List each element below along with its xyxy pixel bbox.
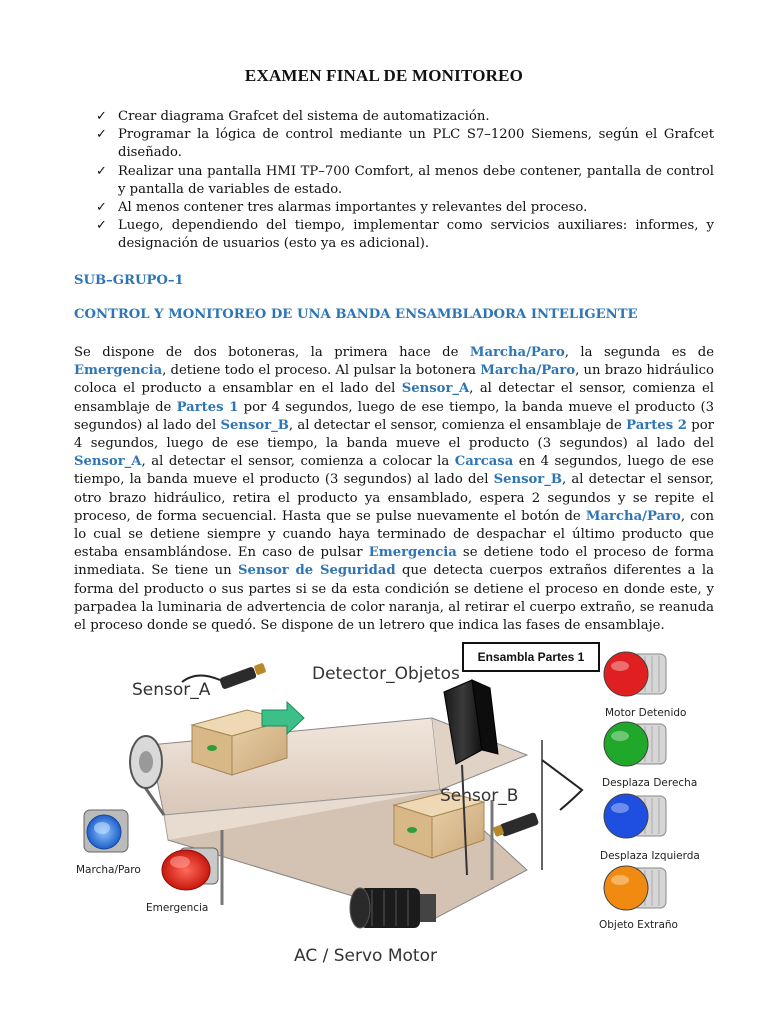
indicator-lamp-icon [604, 722, 666, 766]
phase-display-sign: Ensambla Partes 1 [462, 642, 600, 672]
highlighted-term: Sensor_B [493, 472, 562, 488]
sensor-b-label: Sensor_B [440, 786, 519, 806]
requirement-item: ✓ Crear diagrama Grafcet del sistema de automatización. [96, 108, 714, 126]
paragraph-text: , al detectar el sensor, otro brazo hidráulico, retira el producto ya ensamblado, espera 2 segundos y se repite el proceso, de forma secuencial. Hasta que se pulse nuevamente el botón de [74, 472, 714, 524]
indicator-lamp-icon [604, 652, 666, 696]
indicator-lamp-icon [604, 794, 666, 838]
motor-label: AC / Servo Motor [294, 946, 437, 966]
lamp-label-desplaza-izquierda: Desplaza Izquierda [600, 850, 700, 862]
requirement-item: ✓ Al menos contener tres alarmas importantes y relevantes del proceso. [96, 199, 714, 217]
paragraph-text: en 4 segundos, luego de ese tiempo, la banda mueve el producto (3 segundos) al lado del [74, 454, 714, 488]
indicator-lamp-icon [604, 866, 666, 910]
document-title: EXAMEN FINAL DE MONITOREO [244, 66, 524, 85]
marcha-paro-label: Marcha/Paro [76, 864, 141, 876]
paragraph-text: , detiene todo el proceso. Al pulsar la botonera [162, 363, 481, 379]
paragraph-text: que detecta cuerpos extraños diferentes a la forma del producto o sus partes si se da esta condición se detiene el proceso en donde este, y parpadea la luminaria de advertencia de color naranja, al retirar el cuerpo extraño, se reanuda el proceso donde se quedó. Se dispone de un letrero que indica las fases de ensamblaje. [74, 563, 714, 634]
highlighted-term: Marcha/Paro [469, 345, 565, 360]
lamp-label-desplaza-derecha: Desplaza Derecha [602, 777, 698, 789]
paragraph-text: , al detectar el sensor, comienza el ensamblaje de [74, 381, 714, 415]
highlighted-term: Sensor_B [220, 417, 289, 433]
sensor-a-label: Sensor_A [132, 680, 211, 700]
emergencia-label: Emergencia [146, 902, 209, 914]
paragraph-text: , con lo cual se detiene siempre y cuando haya terminado de despachar el último producto que estaba ensamblándose. En caso de pulsar [74, 508, 714, 561]
highlighted-term: Emergencia [368, 545, 457, 561]
paragraph-text: por 4 segundos, luego de ese tiempo, la banda mueve el producto (3 segundos) al lado del [74, 417, 714, 452]
requirements-list [96, 108, 714, 254]
paragraph-text: se detiene todo el proceso de forma inmediata. Se tiene un [74, 545, 714, 579]
highlighted-term: Marcha/Paro [480, 363, 576, 379]
checkmark-icon: ✓ [96, 163, 107, 179]
description-paragraph [74, 344, 714, 635]
servo-motor-device [350, 888, 436, 928]
paragraph-text: , al detectar el sensor, comienza el ensamblaje de [288, 417, 627, 433]
highlighted-term: Carcasa [454, 454, 514, 470]
lamp-label-objeto-extrano: Objeto Extraño [599, 919, 678, 931]
checkmark-icon: ✓ [96, 127, 107, 143]
checkmark-icon: ✓ [96, 109, 107, 124]
checkmark-icon: ✓ [96, 218, 107, 234]
detector-label: Detector_Objetos [312, 664, 460, 684]
marcha-paro-button-icon [84, 810, 128, 852]
requirement-item: ✓ Luego, dependiendo del tiempo, implementar como servicios auxiliares: informes, y designación de usuarios (esto ya es adicional). [96, 218, 714, 252]
conveyor-figure [72, 640, 712, 970]
paragraph-text: , un brazo hidráulico coloca el producto a ensamblar en el lado del [74, 363, 714, 397]
paragraph-text: , la segunda es de [564, 345, 714, 360]
highlighted-term: Partes 1 [176, 399, 239, 415]
highlighted-term: Partes 2 [626, 417, 687, 433]
highlighted-term: Sensor_A [401, 381, 470, 397]
requirement-item: ✓ Realizar una pantalla HMI TP–700 Comfort, al menos debe contener, pantalla de control y pantalla de variables de estado. [96, 163, 714, 197]
paragraph-text: por 4 segundos, luego de ese tiempo, la banda mueve el producto (3 segundos) al lado del [74, 399, 714, 433]
lamp-label-motor-detenido: Motor Detenido [605, 707, 687, 719]
highlighted-term: Marcha/Paro [585, 508, 681, 524]
requirement-item: ✓ Programar la lógica de control mediante un PLC S7–1200 Siemens, según el Grafcet diseñado. [96, 127, 714, 161]
highlighted-term: Sensor de Seguridad [238, 563, 396, 579]
checkmark-icon: ✓ [96, 200, 107, 216]
paragraph-text: Se dispone de dos botoneras, la primera hace de [74, 345, 470, 360]
highlighted-term: Sensor_A [74, 454, 142, 470]
emergencia-button-icon [162, 848, 218, 890]
subgroup-heading: SUB–GRUPO–1 [74, 273, 184, 288]
highlighted-term: Emergencia [74, 363, 163, 379]
paragraph-text: , al detectar el sensor, comienza a colocar la [141, 454, 455, 470]
section-heading: CONTROL Y MONITOREO DE UNA BANDA ENSAMBLADORA INTELIGENTE [74, 307, 638, 322]
